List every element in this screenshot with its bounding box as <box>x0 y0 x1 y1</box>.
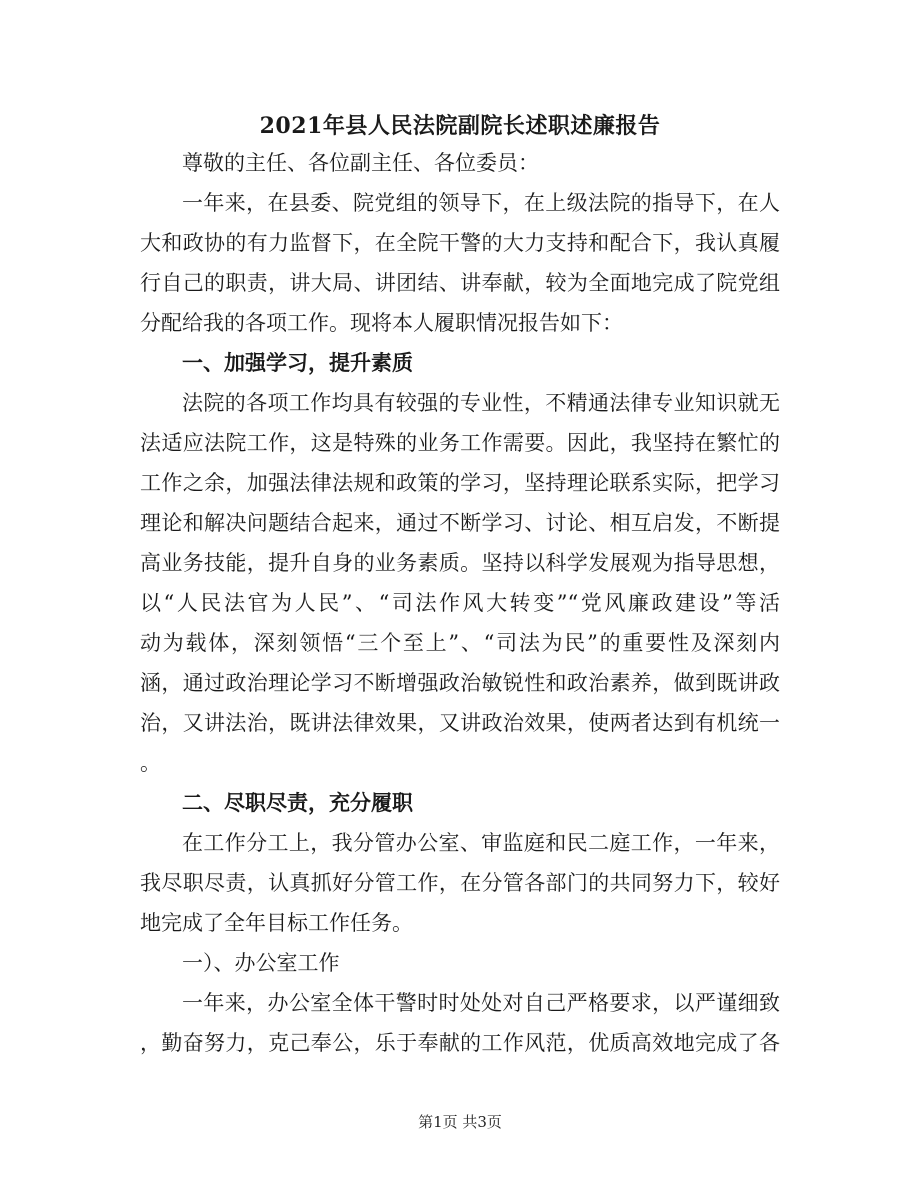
paragraph-line: 理论和解决问题结合起来，通过不断学习、讨论、相互启发，不断提 <box>140 511 780 535</box>
paragraph-line: 动为载体，深刻领悟“三个至上”、“司法为民”的重要性及深刻内 <box>140 631 780 655</box>
paragraph-line: 地完成了全年目标工作任务。 <box>140 911 413 935</box>
paragraph-line: 法适应法院工作，这是特殊的业务工作需要。因此，我坚持在繁忙的 <box>140 431 780 455</box>
paragraph-line: 大和政协的有力监督下，在全院干警的大力支持和配合下，我认真履 <box>140 231 780 255</box>
document-title: 2021年县人民法院副院长述职述廉报告 <box>259 113 661 139</box>
paragraph-line: ，勤奋努力，克己奉公，乐于奉献的工作风范，优质高效地完成了各 <box>140 1031 780 1055</box>
paragraph-line: 在工作分工上，我分管办公室、审监庭和民二庭工作，一年来， <box>182 831 780 855</box>
paragraph-line: 高业务技能，提升自身的业务素质。坚持以科学发展观为指导思想， <box>140 551 780 575</box>
paragraph-line: 一）、办公室工作 <box>182 951 340 975</box>
paragraph-line: 治，又讲法治，既讲法律效果，又讲政治效果，使两者达到有机统一 <box>140 711 780 735</box>
paragraph-line: 行自己的职责，讲大局、讲团结、讲奉献，较为全面地完成了院党组 <box>140 271 780 295</box>
section-heading: 二、尽职尽责，充分履职 <box>182 790 413 815</box>
paragraph-line: 以“人民法官为人民”、“司法作风大转变”“党风廉政建设”等活 <box>140 591 780 615</box>
paragraph-line: 工作之余，加强法律法规和政策的学习，坚持理论联系实际，把学习 <box>140 471 780 495</box>
paragraph-line: 法院的各项工作均具有较强的专业性，不精通法律专业知识就无 <box>182 391 780 415</box>
paragraph-line: 尊敬的主任、各位副主任、各位委员： <box>182 151 539 175</box>
paragraph-line: 分配给我的各项工作。现将本人履职情况报告如下： <box>140 311 623 335</box>
paragraph-line: 涵，通过政治理论学习不断增强政治敏锐性和政治素养，做到既讲政 <box>140 671 780 695</box>
page-footer: 第1页 共3页 <box>418 1113 502 1131</box>
paragraph-line: 我尽职尽责，认真抓好分管工作，在分管各部门的共同努力下，较好 <box>140 871 780 895</box>
document-body <box>140 143 780 1063</box>
section-heading: 一、加强学习，提升素质 <box>182 350 413 375</box>
paragraph-line: 一年来，办公室全体干警时时处处对自己严格要求，以严谨细致 <box>182 991 780 1015</box>
paragraph-line: 。 <box>140 751 161 775</box>
paragraph-line: 一年来，在县委、院党组的领导下，在上级法院的指导下，在人 <box>182 191 780 215</box>
